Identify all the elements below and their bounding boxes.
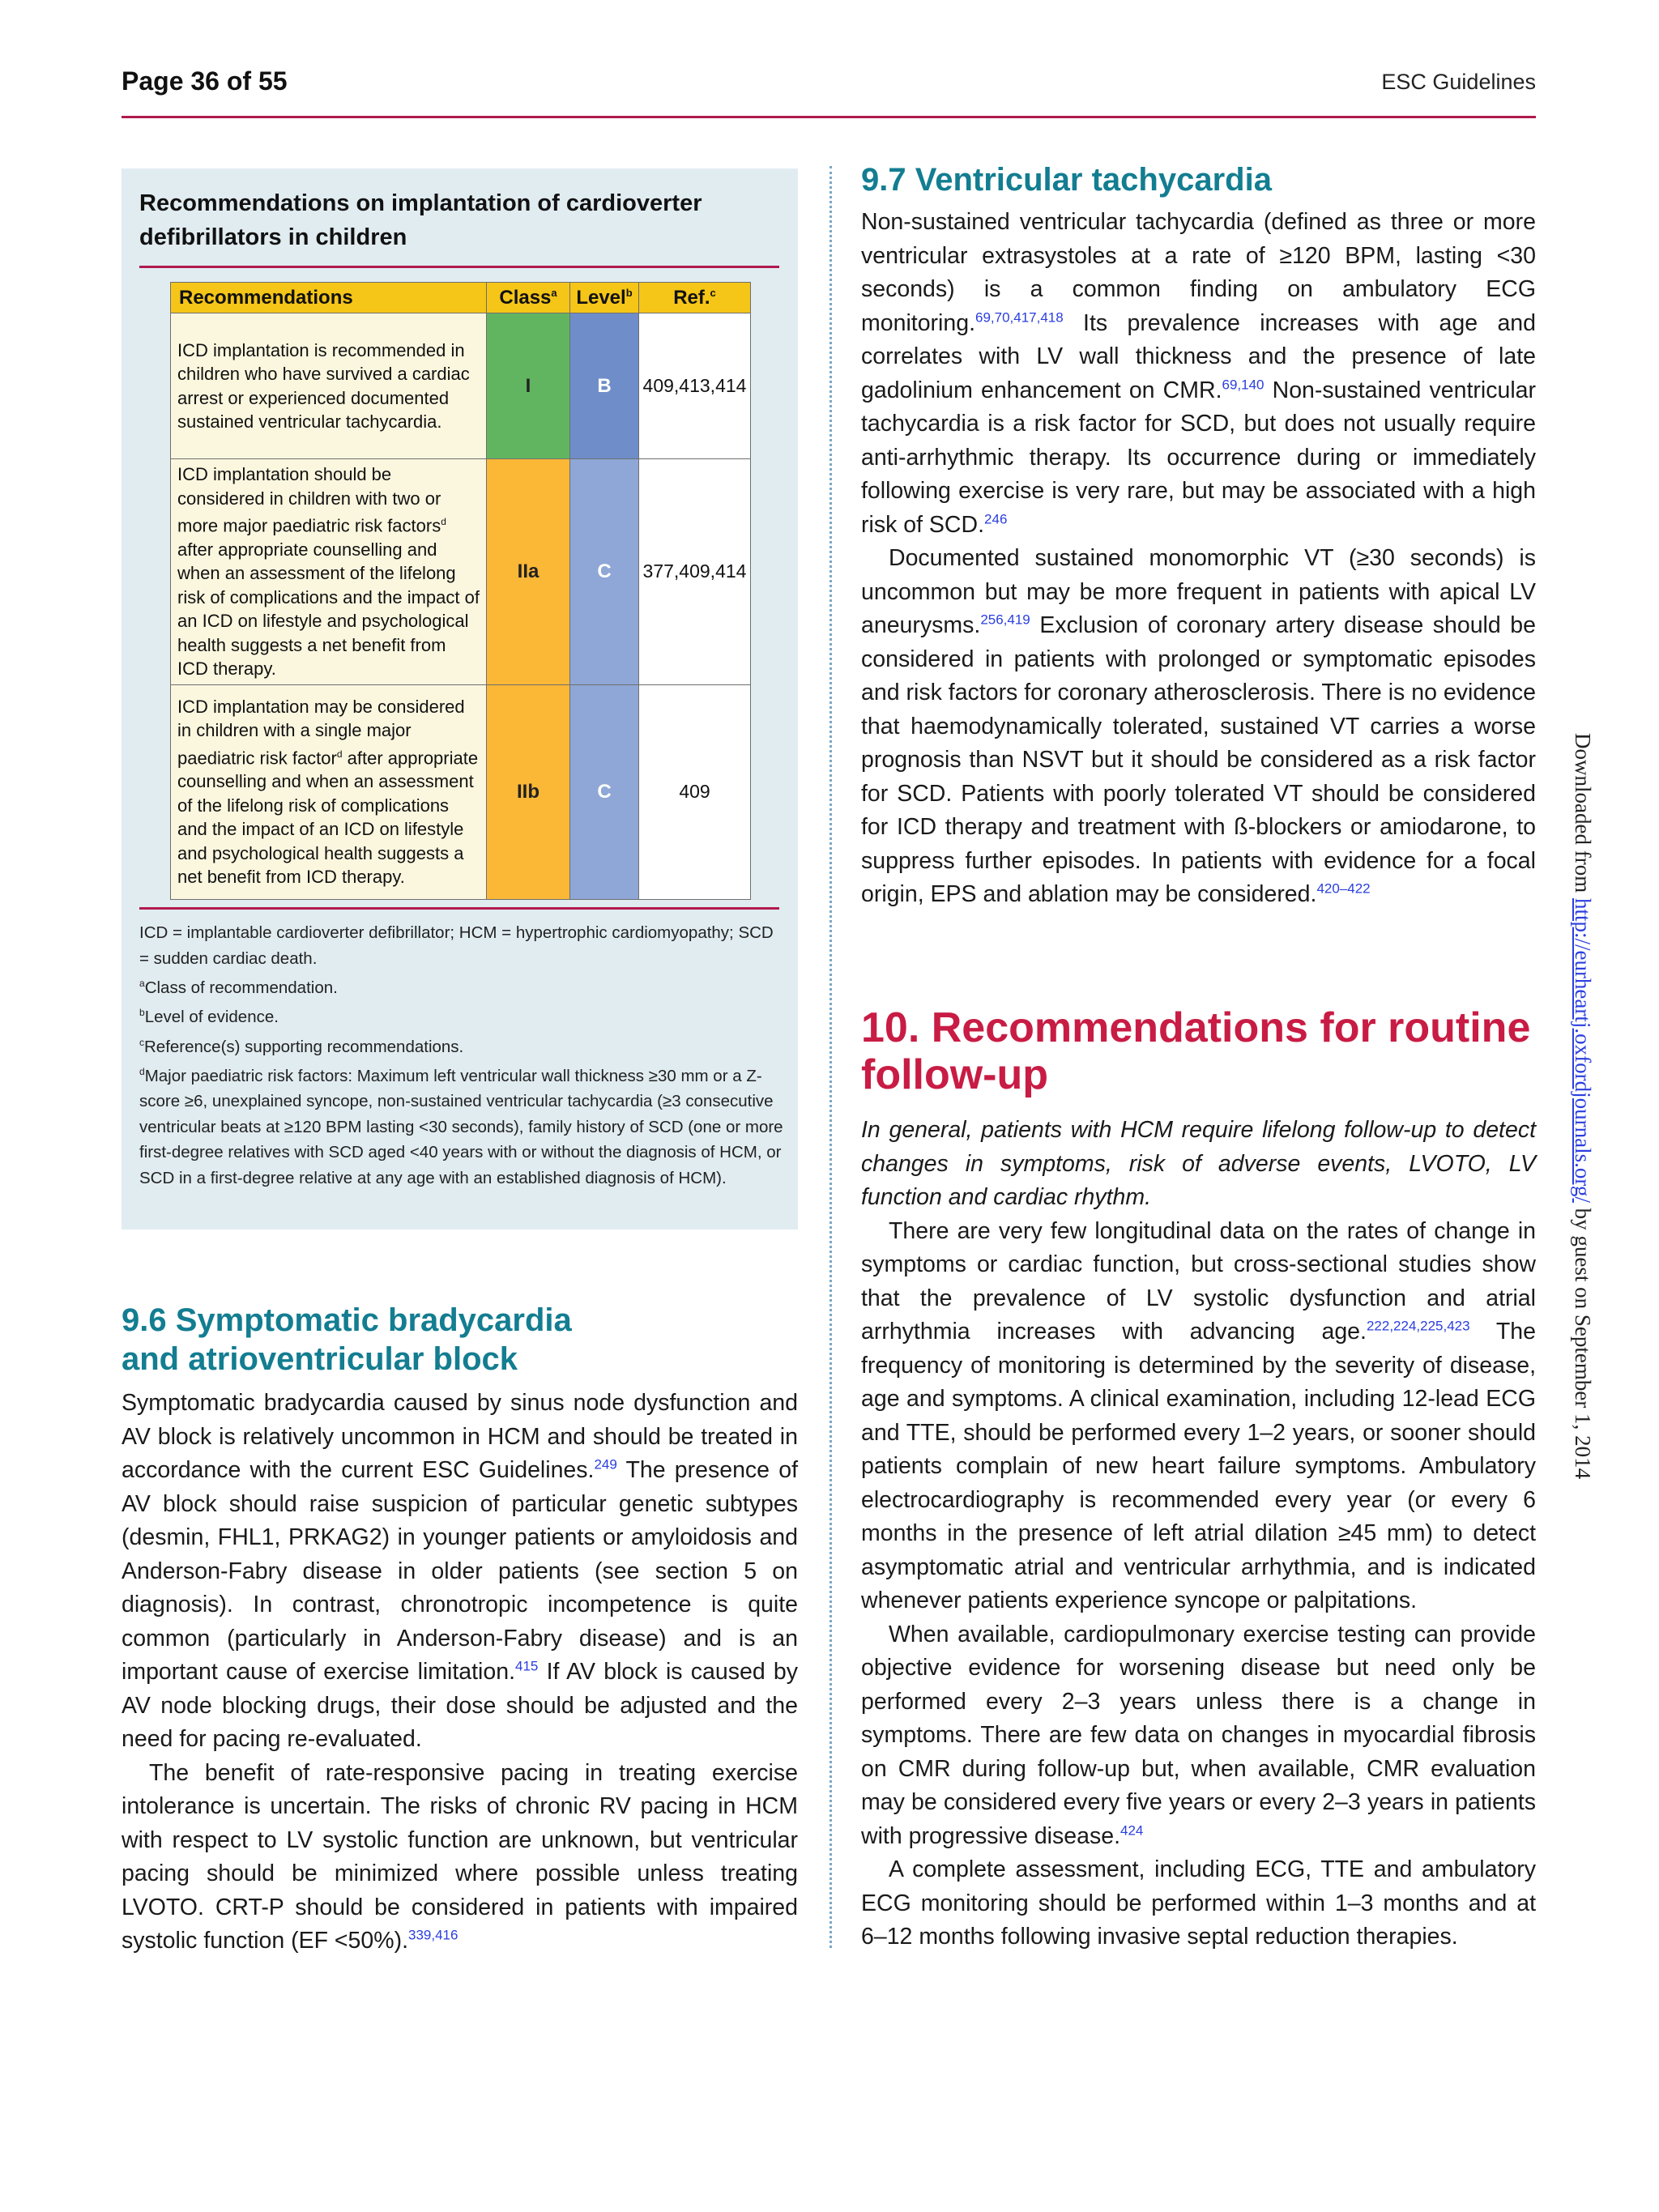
row-3-class: IIb (487, 684, 570, 899)
column-separator (830, 166, 832, 1948)
page-number: Page 36 of 55 (122, 66, 288, 96)
header-rule (122, 116, 1536, 118)
citation-link[interactable]: 249 (594, 1456, 617, 1473)
section-9-7-heading: 9.7 Ventricular tachycardia (861, 162, 1272, 198)
row-2-text: ICD implantation should be considered in children with two or more major paediatric risk factors$^d$ after appropriate counselling and when an assessment of the lifelong risk of complications and the impact of an ICD on lifestyle and psychological health suggests a net benefit from ICD therapy. (171, 459, 487, 685)
citation-link[interactable]: 222,224,225,423 (1366, 1318, 1470, 1334)
section-9-6-body (122, 1387, 798, 1958)
section-9-6-paragraph-1: Symptomatic bradycardia caused by sinus node dysfunction and AV block is relatively uncommon in HCM and should be treated in accordance with the current ESC Guidelines.$^{249}$ The presence of AV block should raise suspicion of particular genetic subtypes (desmin, FHL1, PRKAG2) in younger patients or amyloidosis and Anderson-Fabry disease in older patients (see section 5 on diagnosis). In contrast, chronotropic incompetence is quite common (particularly in Anderson-Fabry disease) and is an important cause of exercise limitation.$^{415}$ If AV block is caused by AV node blocking drugs, their dose should be adjusted and the need for pacing re-evaluated. (122, 1390, 799, 1752)
header-recommendations: Recommendations (171, 283, 487, 313)
journal-name: ESC Guidelines (1381, 70, 1536, 94)
citation-link[interactable]: 339,416 (408, 1927, 458, 1943)
download-url-link[interactable]: http://eurheartj.oxfordjournals.org/ (1571, 897, 1595, 1203)
row-1-text: ICD implantation is recommended in children who have survived a cardiac arrest or experienced documented sustained ventricular tachycardia. (171, 313, 487, 459)
table-row (171, 459, 751, 685)
row-1-class: I (487, 313, 570, 459)
footnote-d: $^d$Major paediatric risk factors: Maximum left ventricular wall thickness ≥30 mm or a Z-score ≥6, unexplained syncope, non-sustained ventricular tachycardia (≥3 consecutive ventricular beats at ≥120 BPM lasting <30 seconds), family history of SCD (one or more first-degree relatives with SCD aged <40 years with or without the diagnosis of HCM, or SCD in a first-degree relative at any age with an established diagnosis of HCM). (139, 1065, 783, 1187)
table-header-row (171, 283, 751, 313)
section-10-heading: 10. Recommendations for routine follow-up (861, 1004, 1531, 1098)
row-3-level: C (570, 684, 639, 899)
footnote-abbreviations: ICD = implantable cardioverter defibrillator; HCM = hypertrophic cardiomyopathy; SCD = sudden cardiac death. (139, 923, 774, 968)
section-10-paragraph-1: There are very few longitudinal data on the rates of change in symptoms or cardiac function, but cross-sectional studies show that the prevalence of LV systolic dysfunction and atrial arrhythmia increases with advancing age.$^{222,224,225,423}$ The frequency of monitoring is determined by the severity of disease, age and symptoms. A clinical examination, including 12-lead ECG and TTE, should be performed every 1–2 years, or sooner should patients complain of new heart failure symptoms. Ambulatory electrocardiography is recommended every year (or every 6 months in the presence of left atrial dilation ≥45 mm) to detect asymptomatic atrial and ventricular arrhythmia, and is indicated whenever patients experience syncope or palpitations. (861, 1217, 1537, 1613)
section-10-body (861, 1114, 1536, 1954)
citation-link[interactable]: 69,140 (1222, 377, 1265, 392)
section-9-6-heading: 9.6 Symptomatic bradycardia and atrioventricular block (122, 1302, 572, 1377)
section-10-paragraph-3: A complete assessment, including ECG, TTE and ambulatory ECG monitoring should be performed within 1–3 months and at 6–12 months following invasive septal reduction therapies. (861, 1856, 1536, 1950)
row-3-text: ICD implantation may be considered in children with a single major paediatric risk factor$^d$ after appropriate counselling and when an assessment of the lifelong risk of complications and the impact of an ICD on lifestyle and psychological health suggests a net benefit from ICD therapy. (171, 684, 487, 899)
table-row (171, 684, 751, 899)
recommendations-box (122, 168, 798, 1230)
table-row (171, 313, 751, 459)
box-top-rule (139, 266, 779, 268)
header-ref: Ref.$^c$ (639, 283, 751, 313)
page-header (122, 66, 1536, 102)
section-9-7-paragraph-2: Documented sustained monomorphic VT (≥30 seconds) is uncommon but may be more frequent in patients with apical LV aneurysms.$^{256,419}$ Exclusion of coronary artery disease should be considered in patients with prolonged or symptomatic episodes and risk factors for coronary atherosclerosis. There is no evidence that haemodynamically tolerated, sustained VT carries a worse prognosis than NSVT but it should be considered as a risk factor for SCD. Patients with poorly tolerated VT should be considered for ICD therapy and treatment with ß-blockers or amiodarone, to suppress further episodes. In patients with evidence for a focal origin, EPS and ablation may be considered.$^{420-422}$ (861, 545, 1536, 907)
header-class: Class$^a$ (487, 283, 570, 313)
citation-link[interactable]: 69,70,417,418 (975, 309, 1064, 325)
citation-link[interactable]: 246 (984, 511, 1008, 526)
row-2-ref: 377,409,414 (639, 459, 751, 685)
download-notice: Downloaded from http://eurheartj.oxfordjournals.org/ by guest on September 1, 2014 (1571, 733, 1595, 1480)
footnote-a: $^a$Class of recommendation. (139, 978, 338, 997)
citation-link[interactable]: 420–422 (1316, 880, 1371, 897)
box-bottom-rule (139, 907, 779, 910)
recommendations-box-title: Recommendations on implantation of cardioverter defibrillators in children (139, 190, 702, 250)
row-1-ref: 409,413,414 (639, 313, 751, 459)
footnote-b: $^b$Level of evidence. (139, 1007, 279, 1027)
row-3-ref: 409 (639, 684, 751, 899)
citation-link[interactable]: 424 (1120, 1822, 1144, 1838)
section-9-7-paragraph-1: Non-sustained ventricular tachycardia (defined as three or more ventricular extrasystoles at a rate of ≥120 BPM, lasting <30 seconds) is a common finding on ambulatory ECG monitoring.$^{69,70,417,418}$ Its prevalence increases with age and correlates with LV wall thickness and the presence of late gadolinium enhancement on CMR.$^{69,140}$ Non-sustained ventricular tachycardia is a risk factor for SCD, but does not usually require anti-arrhythmic therapy. Its occurrence during or immediately following exercise is very rare, but may be associated with a high risk of SCD.$^{246}$ (861, 209, 1536, 538)
section-10-lead: In general, patients with HCM require lifelong follow-up to detect changes in symptoms, risk of adverse events, LVOTO, LV function and cardiac rhythm. (861, 1117, 1536, 1210)
section-9-7-body (861, 206, 1536, 912)
section-9-6-paragraph-2: The benefit of rate-responsive pacing in treating exercise intolerance is uncertain. The risks of chronic RV pacing in HCM with respect to LV systolic function are unknown, but ventricular pacing should be minimized where possible unless treating LVOTO. CRT-P should be considered in patients with impaired systolic function (EF <50%).$^{339,416}$ (122, 1759, 798, 1954)
footnote-c: $^c$Reference(s) supporting recommendations. (139, 1036, 464, 1056)
citation-link[interactable]: 256,419 (980, 612, 1030, 628)
citation-link[interactable]: 415 (515, 1658, 539, 1674)
section-10-paragraph-2: When available, cardiopulmonary exercise testing can provide objective evidence for worsening disease but need only be performed every 2–3 years unless there is a change in symptoms. There are few data on changes in myocardial fibrosis on CMR during follow-up but, when available, CMR evaluation may be considered every five years or every 2–3 years in patients with progressive disease.$^{424}$ (861, 1621, 1536, 1849)
row-1-level: B (570, 313, 639, 459)
row-2-class: IIa (487, 459, 570, 685)
table-footnotes (139, 920, 787, 1191)
recommendations-table (170, 282, 751, 900)
row-2-level: C (570, 459, 639, 685)
header-level: Level$^b$ (570, 283, 639, 313)
